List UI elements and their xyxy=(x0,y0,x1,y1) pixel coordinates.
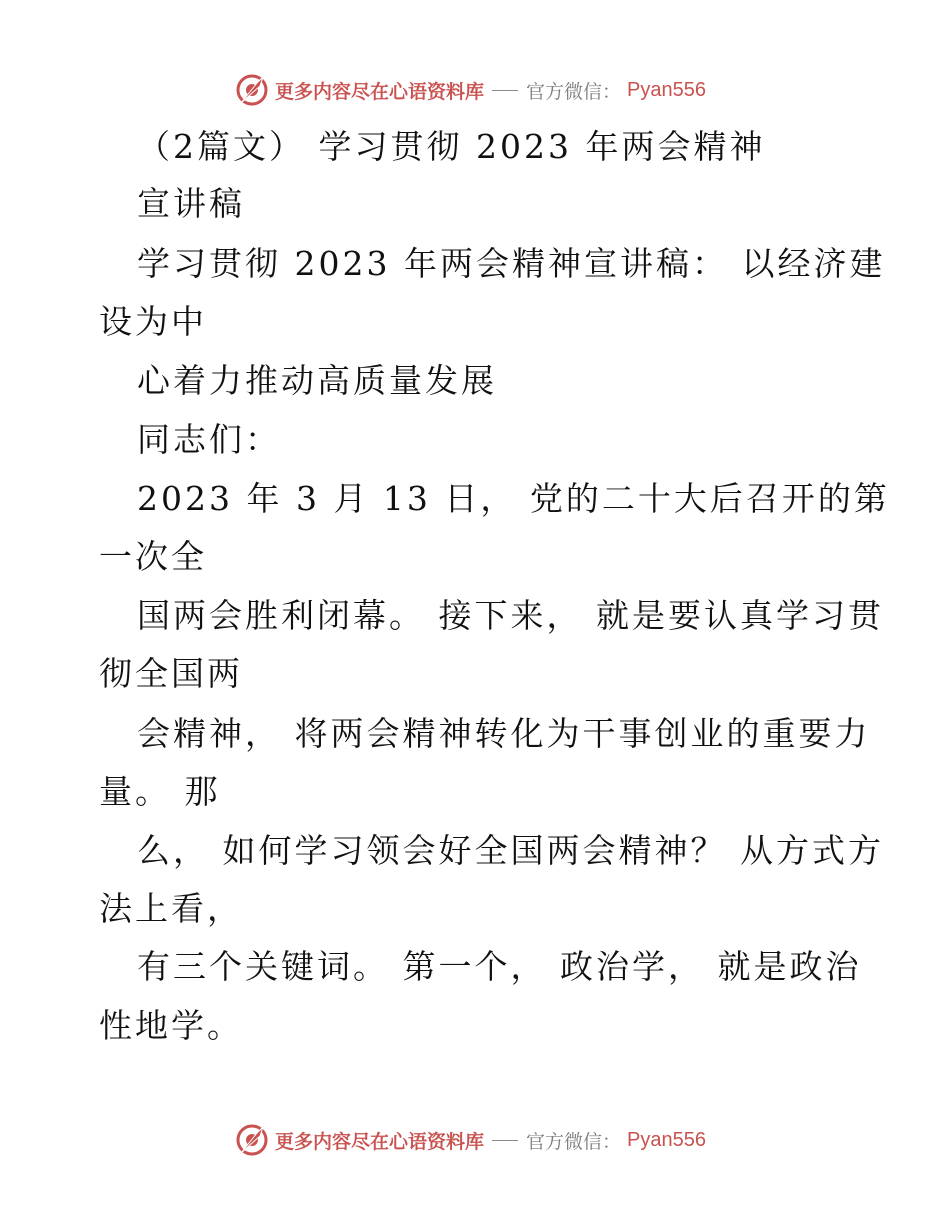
text-line: 会精神， 将两会精神转化为干事创业的重要力 xyxy=(137,714,871,753)
text-line: 一次全 xyxy=(99,537,207,576)
doc-title-line-1: （2篇文） 学习贯彻 2023 年两会精神 xyxy=(137,127,766,166)
banner-wechat-id: Pyan556 xyxy=(627,1128,706,1151)
text-line: 设为中 xyxy=(99,302,207,341)
banner-wechat-id: Pyan556 xyxy=(627,78,706,101)
banner-dash xyxy=(492,90,518,91)
footer-banner xyxy=(235,1120,715,1160)
text-line: 量。 那 xyxy=(99,772,221,811)
quill-logo-icon xyxy=(235,73,269,107)
text-line: 同志们： xyxy=(137,420,281,459)
text-line: 学习贯彻 2023 年两会精神宣讲稿： 以经济建 xyxy=(137,244,886,283)
doc-title-line-2: 宣讲稿 xyxy=(137,184,245,223)
text-line: 么， 如何学习领会好全国两会精神？ 从方式方 xyxy=(137,831,884,870)
text-line: 彻全国两 xyxy=(99,654,243,693)
banner-label: 官方微信： xyxy=(526,80,622,103)
quill-logo-icon xyxy=(235,1123,269,1157)
text-line: 有三个关键词。 第一个， 政治学， 就是政治 xyxy=(137,947,862,986)
text-line: 2023 年 3 月 13 日， 党的二十大后召开的第 xyxy=(137,479,890,518)
text-line: 法上看， xyxy=(99,889,243,928)
text-line: 性地学。 xyxy=(99,1006,243,1045)
header-banner xyxy=(235,70,715,110)
banner-dash xyxy=(492,1140,518,1141)
text-line: 心着力推动高质量发展 xyxy=(137,361,497,400)
banner-label: 官方微信： xyxy=(526,1130,622,1153)
banner-text: 更多内容尽在心语资料库 xyxy=(275,1130,485,1153)
banner-text: 更多内容尽在心语资料库 xyxy=(275,80,485,103)
text-line: 国两会胜利闭幕。 接下来， 就是要认真学习贯 xyxy=(137,596,884,635)
